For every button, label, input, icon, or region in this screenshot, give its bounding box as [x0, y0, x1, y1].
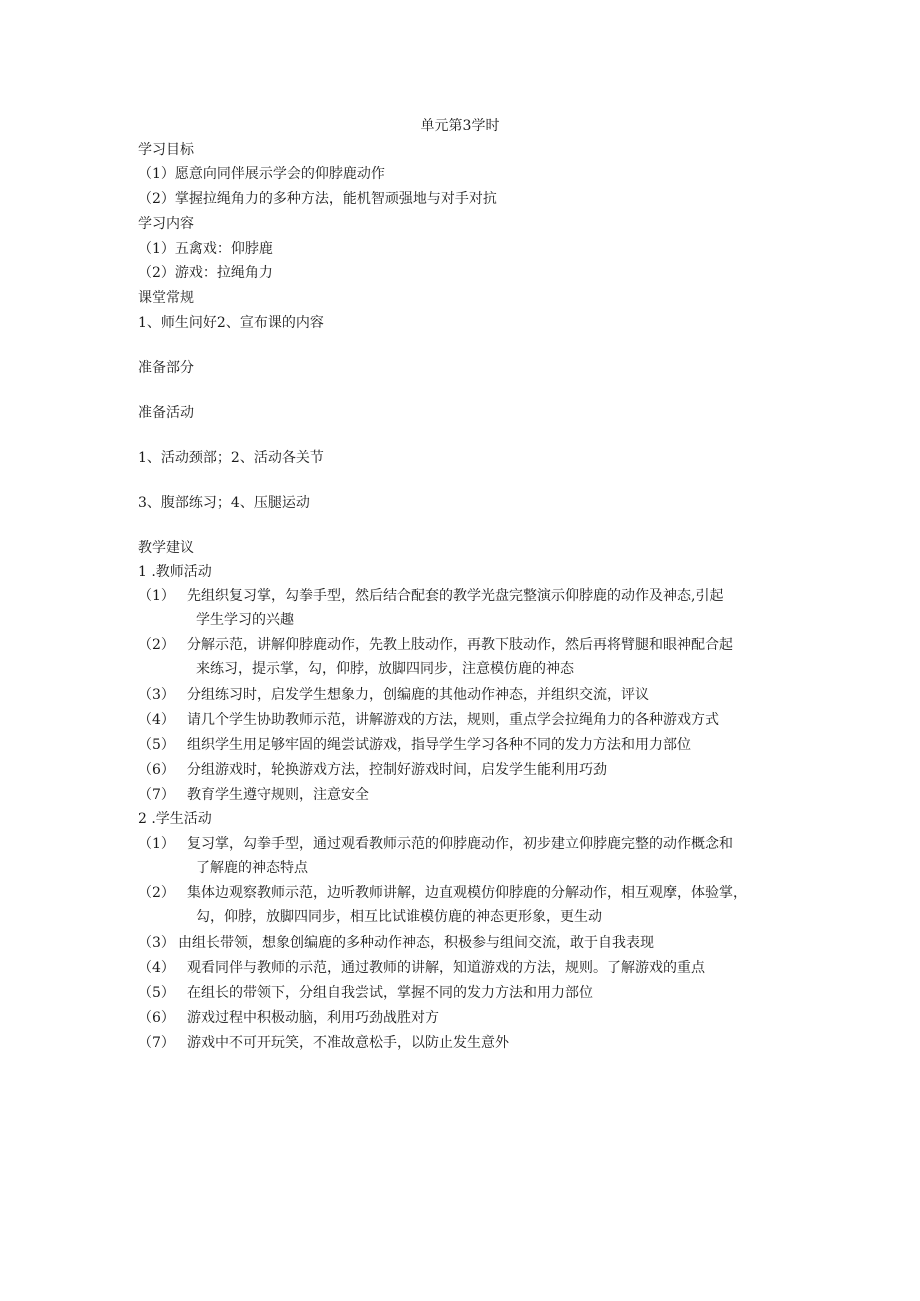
teacher-item-text: 先组织复习掌，勾拳手型，然后结合配套的教学光盘完整演示仰脖鹿的动作及神态,引起 [187, 588, 724, 604]
teacher-item-number: （4） [138, 712, 175, 728]
student-item-number: （7） [138, 1035, 175, 1051]
student-item-text: 观看同伴与教师的示范，通过教师的讲解，知道游戏的方法，规则。了解游戏的重点 [187, 960, 705, 976]
student-item-text: 在组长的带领下，分组自我尝试，掌握不同的发力方法和用力部位 [187, 985, 593, 1001]
teacher-item-number: （6） [138, 762, 175, 778]
teacher-item-text: 教育学生遵守规则，注意安全 [187, 787, 369, 803]
teacher-item-text: 请几个学生协助教师示范，讲解游戏的方法，规则，重点学会拉绳角力的各种游戏方式 [187, 712, 719, 728]
teacher-item-number: （1） [138, 588, 175, 604]
suggest-heading: 教学建议 [138, 540, 194, 556]
student-item-number: （2） [138, 885, 175, 901]
student-item-number: （5） [138, 985, 175, 1001]
prep-sub-heading: 准备活动 [138, 405, 194, 421]
content-item: （2）游戏：拉绳角力 [138, 265, 273, 281]
prep-heading: 准备部分 [138, 360, 194, 376]
objective-item: （2）掌握拉绳角力的多种方法，能机智顽强地与对手对抗 [138, 191, 497, 207]
student-item-continuation: 勾，仰脖，放脚四同步，相互比试谁模仿鹿的神态更形象，更生动 [196, 909, 602, 925]
teacher-item-text: 分组游戏时，轮换游戏方法，控制好游戏时间，启发学生能利用巧劲 [187, 762, 607, 778]
student-item-number: （4） [138, 960, 175, 976]
prep-line: 3、腹部练习；4、压腿运动 [138, 495, 310, 511]
content-heading: 学习内容 [138, 216, 194, 232]
content-item: （1）五禽戏：仰脖鹿 [138, 241, 273, 257]
prep-line: 1、活动颈部；2、活动各关节 [138, 450, 324, 466]
student-item-number: （6） [138, 1010, 175, 1026]
routine-heading: 课堂常规 [138, 290, 194, 306]
student-item-text: 由组长带领，想象创编鹿的多种动作神态，积极参与组间交流，敢于自我表现 [178, 935, 654, 951]
teacher-item-text: 分组练习时，启发学生想象力，创编鹿的其他动作神态，并组织交流，评议 [187, 687, 649, 703]
student-heading: 2 .学生活动 [138, 811, 212, 827]
student-item-text: 复习掌，勾拳手型，通过观看教师示范的仰脖鹿动作，初步建立仰脖鹿完整的动作概念和 [187, 836, 733, 852]
teacher-item-number: （2） [138, 637, 175, 653]
student-item-continuation: 了解鹿的神态特点 [196, 860, 308, 876]
teacher-item-continuation: 来练习，提示掌，勾，仰脖，放脚四同步，注意模仿鹿的神态 [196, 661, 574, 677]
routine-text: 1、师生问好2、宣布课的内容 [138, 315, 324, 331]
teacher-item-number: （7） [138, 787, 175, 803]
teacher-item-number: （3） [138, 687, 175, 703]
objective-item: （1）愿意向同伴展示学会的仰脖鹿动作 [138, 166, 385, 182]
document-title: 单元第3学时 [420, 118, 500, 134]
teacher-item-number: （5） [138, 737, 175, 753]
teacher-item-continuation: 学生学习的兴趣 [196, 612, 294, 628]
teacher-heading: 1 .教师活动 [138, 564, 212, 580]
student-item-text: 游戏过程中积极动脑，利用巧劲战胜对方 [187, 1010, 439, 1026]
student-item-text: 集体边观察教师示范，边听教师讲解，边直观模仿仰脖鹿的分解动作，相互观摩，体验掌， [187, 885, 747, 901]
teacher-item-text: 分解示范，讲解仰脖鹿动作，先教上肢动作，再教下肢动作，然后再将臂腿和眼神配合起 [187, 637, 733, 653]
teacher-item-text: 组织学生用足够牢固的绳尝试游戏，指导学生学习各种不同的发力方法和用力部位 [187, 737, 691, 753]
student-item-number: （1） [138, 836, 175, 852]
student-item-text: 游戏中不可开玩笑，不准故意松手，以防止发生意外 [187, 1035, 509, 1051]
student-item-number: （3） [138, 935, 175, 951]
objectives-heading: 学习目标 [138, 142, 194, 158]
